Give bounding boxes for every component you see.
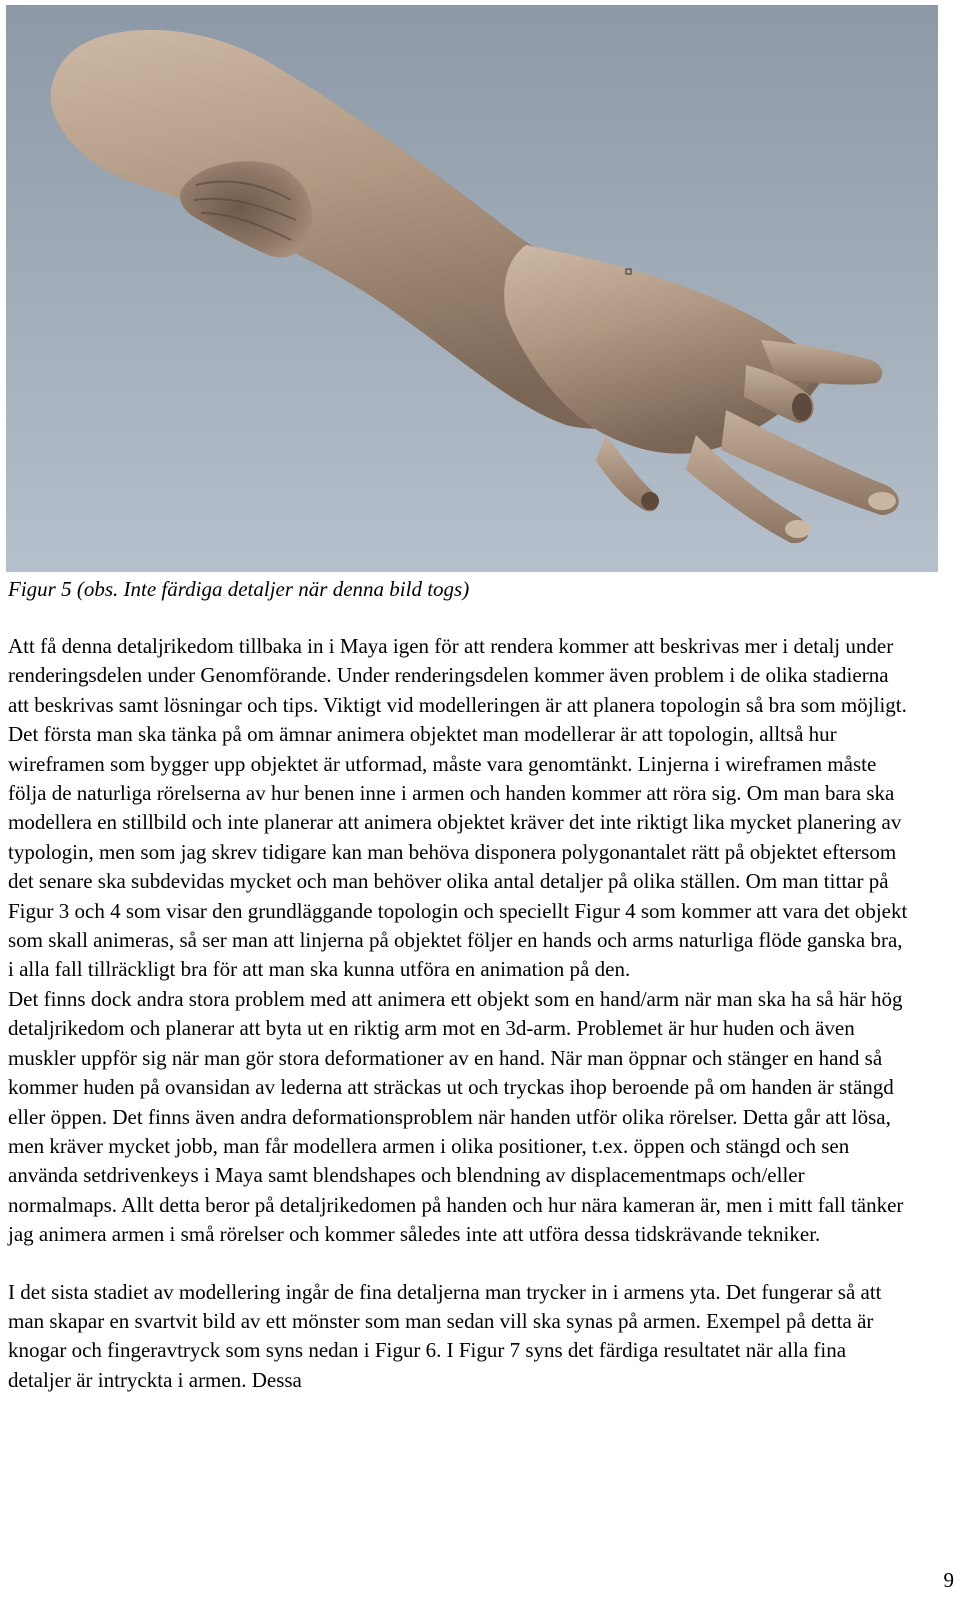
paragraph: Det finns dock andra stora problem med att animera ett objekt som en hand/arm när man ska ha så här hög detaljrikedom och planerar att byta ut en riktig arm mot en 3d-arm. Problemet är hur huden och även muskler uppför sig när man gör stora deformationer av en hand. När man öppnar och stänger en hand så kommer huden på ovansidan av lederna att sträckas ut och tryckas ihop beroende på om handen är stängd eller öppen. Det finns även andra deformationsproblem när handen utför olika rörelser. Detta går att lösa, men kräver mycket jobb, man får modellera armen i olika positioner, t.ex. öppen och stängd och sen använda setdrivenkeys i Maya samt blendshapes och blendning av displacementmaps och/eller normalmaps. Allt detta beror på detaljrikedomen på handen och hur nära kameran är, men i mitt fall tänker jag animera armen i små rörelser och kommer således inte att utföra dessa tidskrävande tekniker.: [8, 986, 904, 1247]
arm-model-render: [6, 5, 938, 572]
middle-fingernail: [868, 492, 896, 510]
figure-5-render: [6, 5, 938, 572]
thumb-stump: [641, 492, 659, 510]
ring-finger-stump: [792, 393, 812, 421]
index-fingernail: [785, 520, 811, 538]
paragraph: I det sista stadiet av modellering ingår de fina detaljerna man trycker in i armens yta. Det fungerar så att man skapar en svartvit bild av ett mönster som man sedan vill ska synas på armen. Exempel på detta är knogar och fingeravtryck som syns nedan i Figur 6. I Figur 7 syns det färdiga resultatet när alla fina detaljer är intryckta i armen. Dessa: [8, 1279, 882, 1392]
body-text: [8, 632, 908, 1395]
page-number: 9: [943, 1568, 954, 1592]
paragraph: Att få denna detaljrikedom tillbaka in i Maya igen för att rendera kommer att beskrivas mer i detalj under renderingsdelen under Genomförande. Under renderingsdelen kommer även problem i de olika stadierna att beskrivas samt lösningar och tips. Viktigt vid modelleringen är att planera topologin så bra som möjligt. Det första man ska tänka på om ämnar animera objektet man modellerar är att topologin, alltså hur wireframen som bygger upp objektet är utformad, måste vara genomtänkt. Linjerna i wireframen måste följa de naturliga rörelserna av hur benen inne i armen och handen kommer att röra sig. Om man bara ska modellera en stillbild och inte planerar att animera objektet kräver det inte riktigt lika mycket planering av typologin, men som jag skrev tidigare kan man behöva disponera polygonantalet rätt på objektet eftersom det senare ska subdevidas mycket och man behöver olika antal detaljer på olika ställen. Om man tittar på Figur 3 och 4 som visar den grundläggande topologin och speciellt Figur 4 som kommer att vara det objekt som skall animeras, så ser man att linjerna på objektet följer en hands och arms naturliga flöde ganska bra, i alla fall tillräckligt bra för att man ska kunna utföra en animation på den.: [8, 634, 908, 982]
figure-caption: Figur 5 (obs. Inte färdiga detaljer när denna bild togs): [8, 577, 470, 601]
